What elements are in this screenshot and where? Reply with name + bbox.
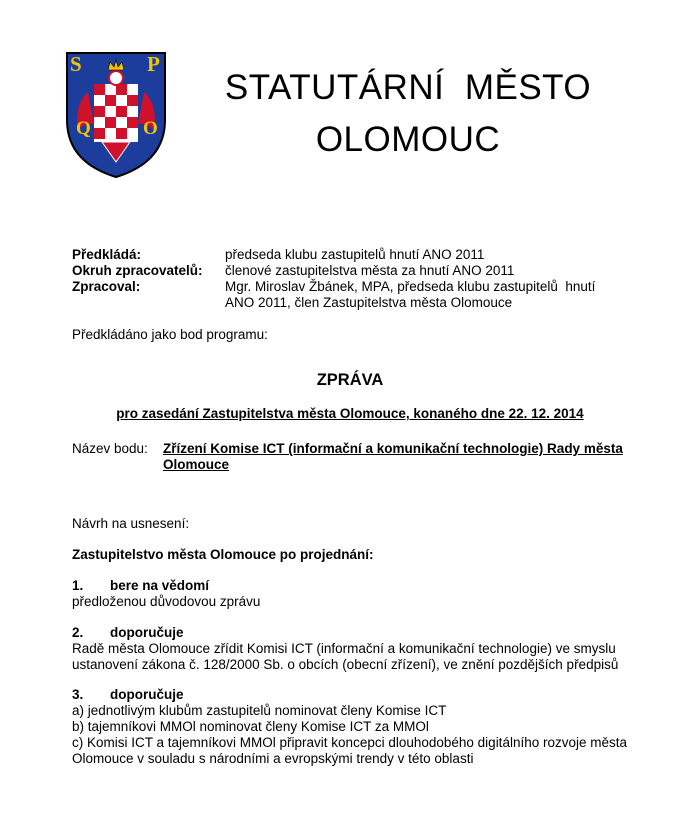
point-text-line: Radě města Olomouce zřídit Komisi ICT (informační a komunikační technologie) ve smyslu [72,641,616,656]
report-subheading: pro zasedání Zastupitelstva města Olomouce, konaného dne 22. 12. 2014 [116,406,584,421]
point-text-line: ustanovení zákona č. 128/2000 Sb. o obcích (obecní zřízení), ve znění pozdějších předpisů [72,657,619,672]
meta-value-zpracoval: Mgr. Miroslav Žbánek, MPA, předseda klubu zastupitelů hnutí [225,279,596,294]
crest-letter-o: O [143,118,158,139]
report-heading: ZPRÁVA [316,371,384,389]
point-title: doporučuje [110,625,184,640]
point-number: 3. [72,687,84,702]
meta-label-predklada: Předkládá: [72,247,142,262]
meta-label-okruh: Okruh zpracovatelů: [72,263,203,278]
crest-letter-p: P [147,52,160,76]
point-text-line: předloženou důvodovou zprávu [72,594,261,609]
proposal-label: Návrh na usnesení: [72,516,190,531]
item-label: Název bodu: [72,441,148,456]
crest-letter-s: S [70,52,82,76]
predkladano-text: Předkládáno jako bod programu: [72,327,268,342]
crest-letter-q: Q [76,118,91,139]
point-text-line: a) jednotlivým klubům zastupitelů nominovat členy Komise ICT [72,703,447,718]
point-number: 2. [72,625,84,640]
point-number: 1. [72,578,84,593]
point-text-line: Olomouce v souladu s národními a evropskými trendy v této oblasti [72,751,474,766]
meta-value-predklada: předseda klubu zastupitelů hnutí ANO 2011 [225,247,485,262]
item-title-line1: Zřízení Komise ICT (informační a komunikační technologie) Rady města [163,441,623,456]
city-title-line2: OLOMOUC [315,120,501,159]
meta-value-okruh: členové zastupitelstva města za hnutí ANO 2011 [225,263,515,278]
resolution-intro: Zastupitelstvo města Olomouce po projednání: [72,547,374,562]
meta-label-zpracoval: Zpracoval: [72,279,141,294]
point-title: doporučuje [110,687,184,702]
item-title-line2: Olomouce [163,457,230,472]
city-title-line1: STATUTÁRNÍ MĚSTO [224,68,592,107]
point-title: bere na vědomí [110,578,210,593]
meta-value-zpracoval-line2: ANO 2011, člen Zastupitelstva města Olomouce [225,295,513,310]
point-text-line: c) Komisi ICT a tajemníkovi MMOl připravit koncepci dlouhodobého digitálního rozvoje města [72,735,628,750]
point-text-line: b) tajemníkovi MMOl nominovat členy Komise ICT za MMOl [72,719,429,734]
